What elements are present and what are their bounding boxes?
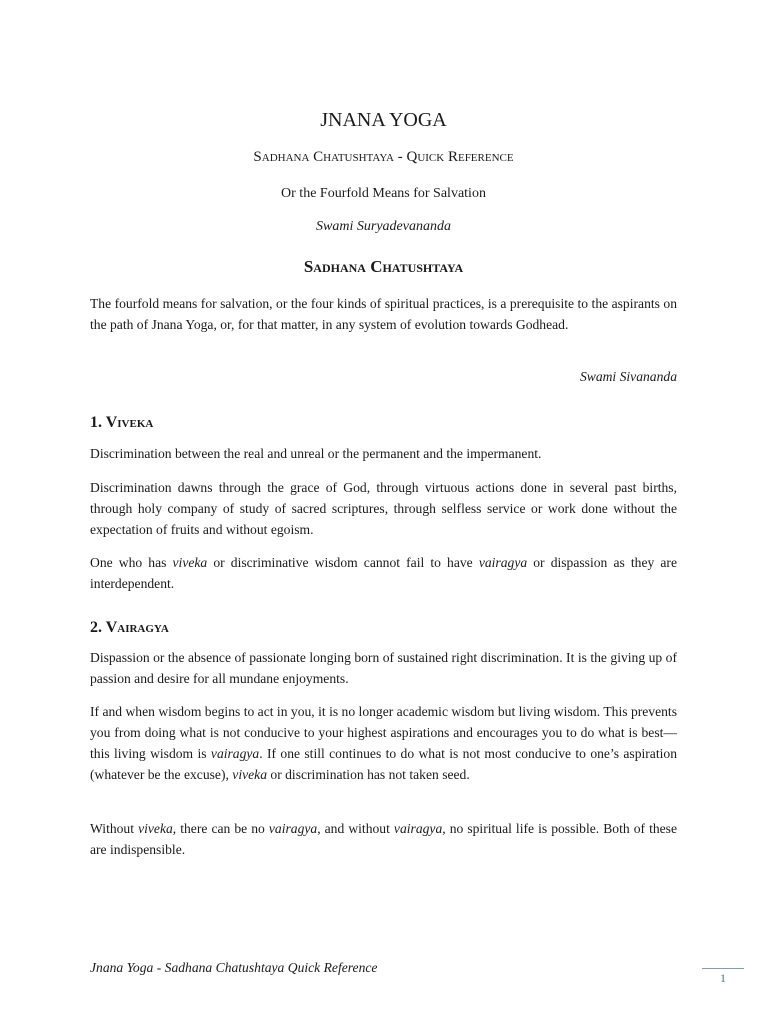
term-viveka: viveka <box>172 555 208 570</box>
text-run: or dispassion as they are interdependent. <box>90 555 677 591</box>
footer-divider <box>702 968 744 969</box>
heading-viveka: 1. Viveka <box>90 414 154 431</box>
term-viveka: viveka <box>138 821 173 836</box>
document-author: Swami Suryadevananda <box>316 219 451 234</box>
text-run: If and when wisdom begins to act in you, it is no longer academic wisdom but living wisdom. This prevents you from doing what is not conducive to your highest aspirations and encourages you to do what is best—this living wisdom is <box>90 704 677 761</box>
intro-paragraph: The fourfold means for salvation, or the four kinds of spiritual practices, is a prerequisite to the aspirants on the path of Jnana Yoga, or, for that matter, in any system of evolution towards Godhead. <box>90 296 677 332</box>
text-run: Without <box>90 821 139 836</box>
heading-vairagya: 2. Vairagya <box>90 619 169 636</box>
section-title: Sadhana Chatushtaya <box>303 257 464 276</box>
text-run: , and without <box>317 821 394 836</box>
text-run: , there can be no <box>172 821 269 836</box>
viveka-paragraph-2: Discrimination dawns through the grace of God, through virtuous actions done in several past births, through holy company of study of sacred scriptures, through selfless service or work done without the expectation of fruits and without egoism. <box>90 480 677 537</box>
term-vairagya: vairagya <box>210 746 260 761</box>
document-tagline: Or the Fourfold Means for Salvation <box>281 186 486 201</box>
text-run: One who has <box>90 555 173 570</box>
page-number: 1 <box>720 971 726 985</box>
term-vairagya: vairagya <box>393 821 443 836</box>
vairagya-paragraph-3 <box>90 818 677 860</box>
vairagya-paragraph-2 <box>90 701 677 785</box>
text-run: . If one still continues to do what is not most conducive to one’s aspiration (whatever be the excuse), <box>90 746 677 782</box>
term-viveka: viveka <box>232 767 268 782</box>
document-title: JNANA YOGA <box>320 109 447 131</box>
vairagya-paragraph-1: Dispassion or the absence of passionate longing born of sustained right discrimination. It is the giving up of passion and desire for all mundane enjoyments. <box>90 650 677 686</box>
text-run: , no spiritual life is possible. Both of these are indispensible. <box>90 821 678 857</box>
text-run: or discrimination has not taken seed. <box>267 767 470 782</box>
document-subtitle: Sadhana Chatushtaya - Quick Reference <box>253 149 514 165</box>
viveka-paragraph-1: Discrimination between the real and unreal or the permanent and the impermanent. <box>90 446 542 461</box>
viveka-paragraph-3 <box>90 552 677 594</box>
term-vairagya: vairagya <box>268 821 318 836</box>
intro-attribution: Swami Sivananda <box>579 369 677 384</box>
footer-text: Jnana Yoga - Sadhana Chatushtaya Quick Reference <box>90 960 378 975</box>
term-vairagya: vairagya <box>478 555 528 570</box>
document-page <box>90 0 677 1024</box>
text-run: or discriminative wisdom cannot fail to have <box>207 555 479 570</box>
